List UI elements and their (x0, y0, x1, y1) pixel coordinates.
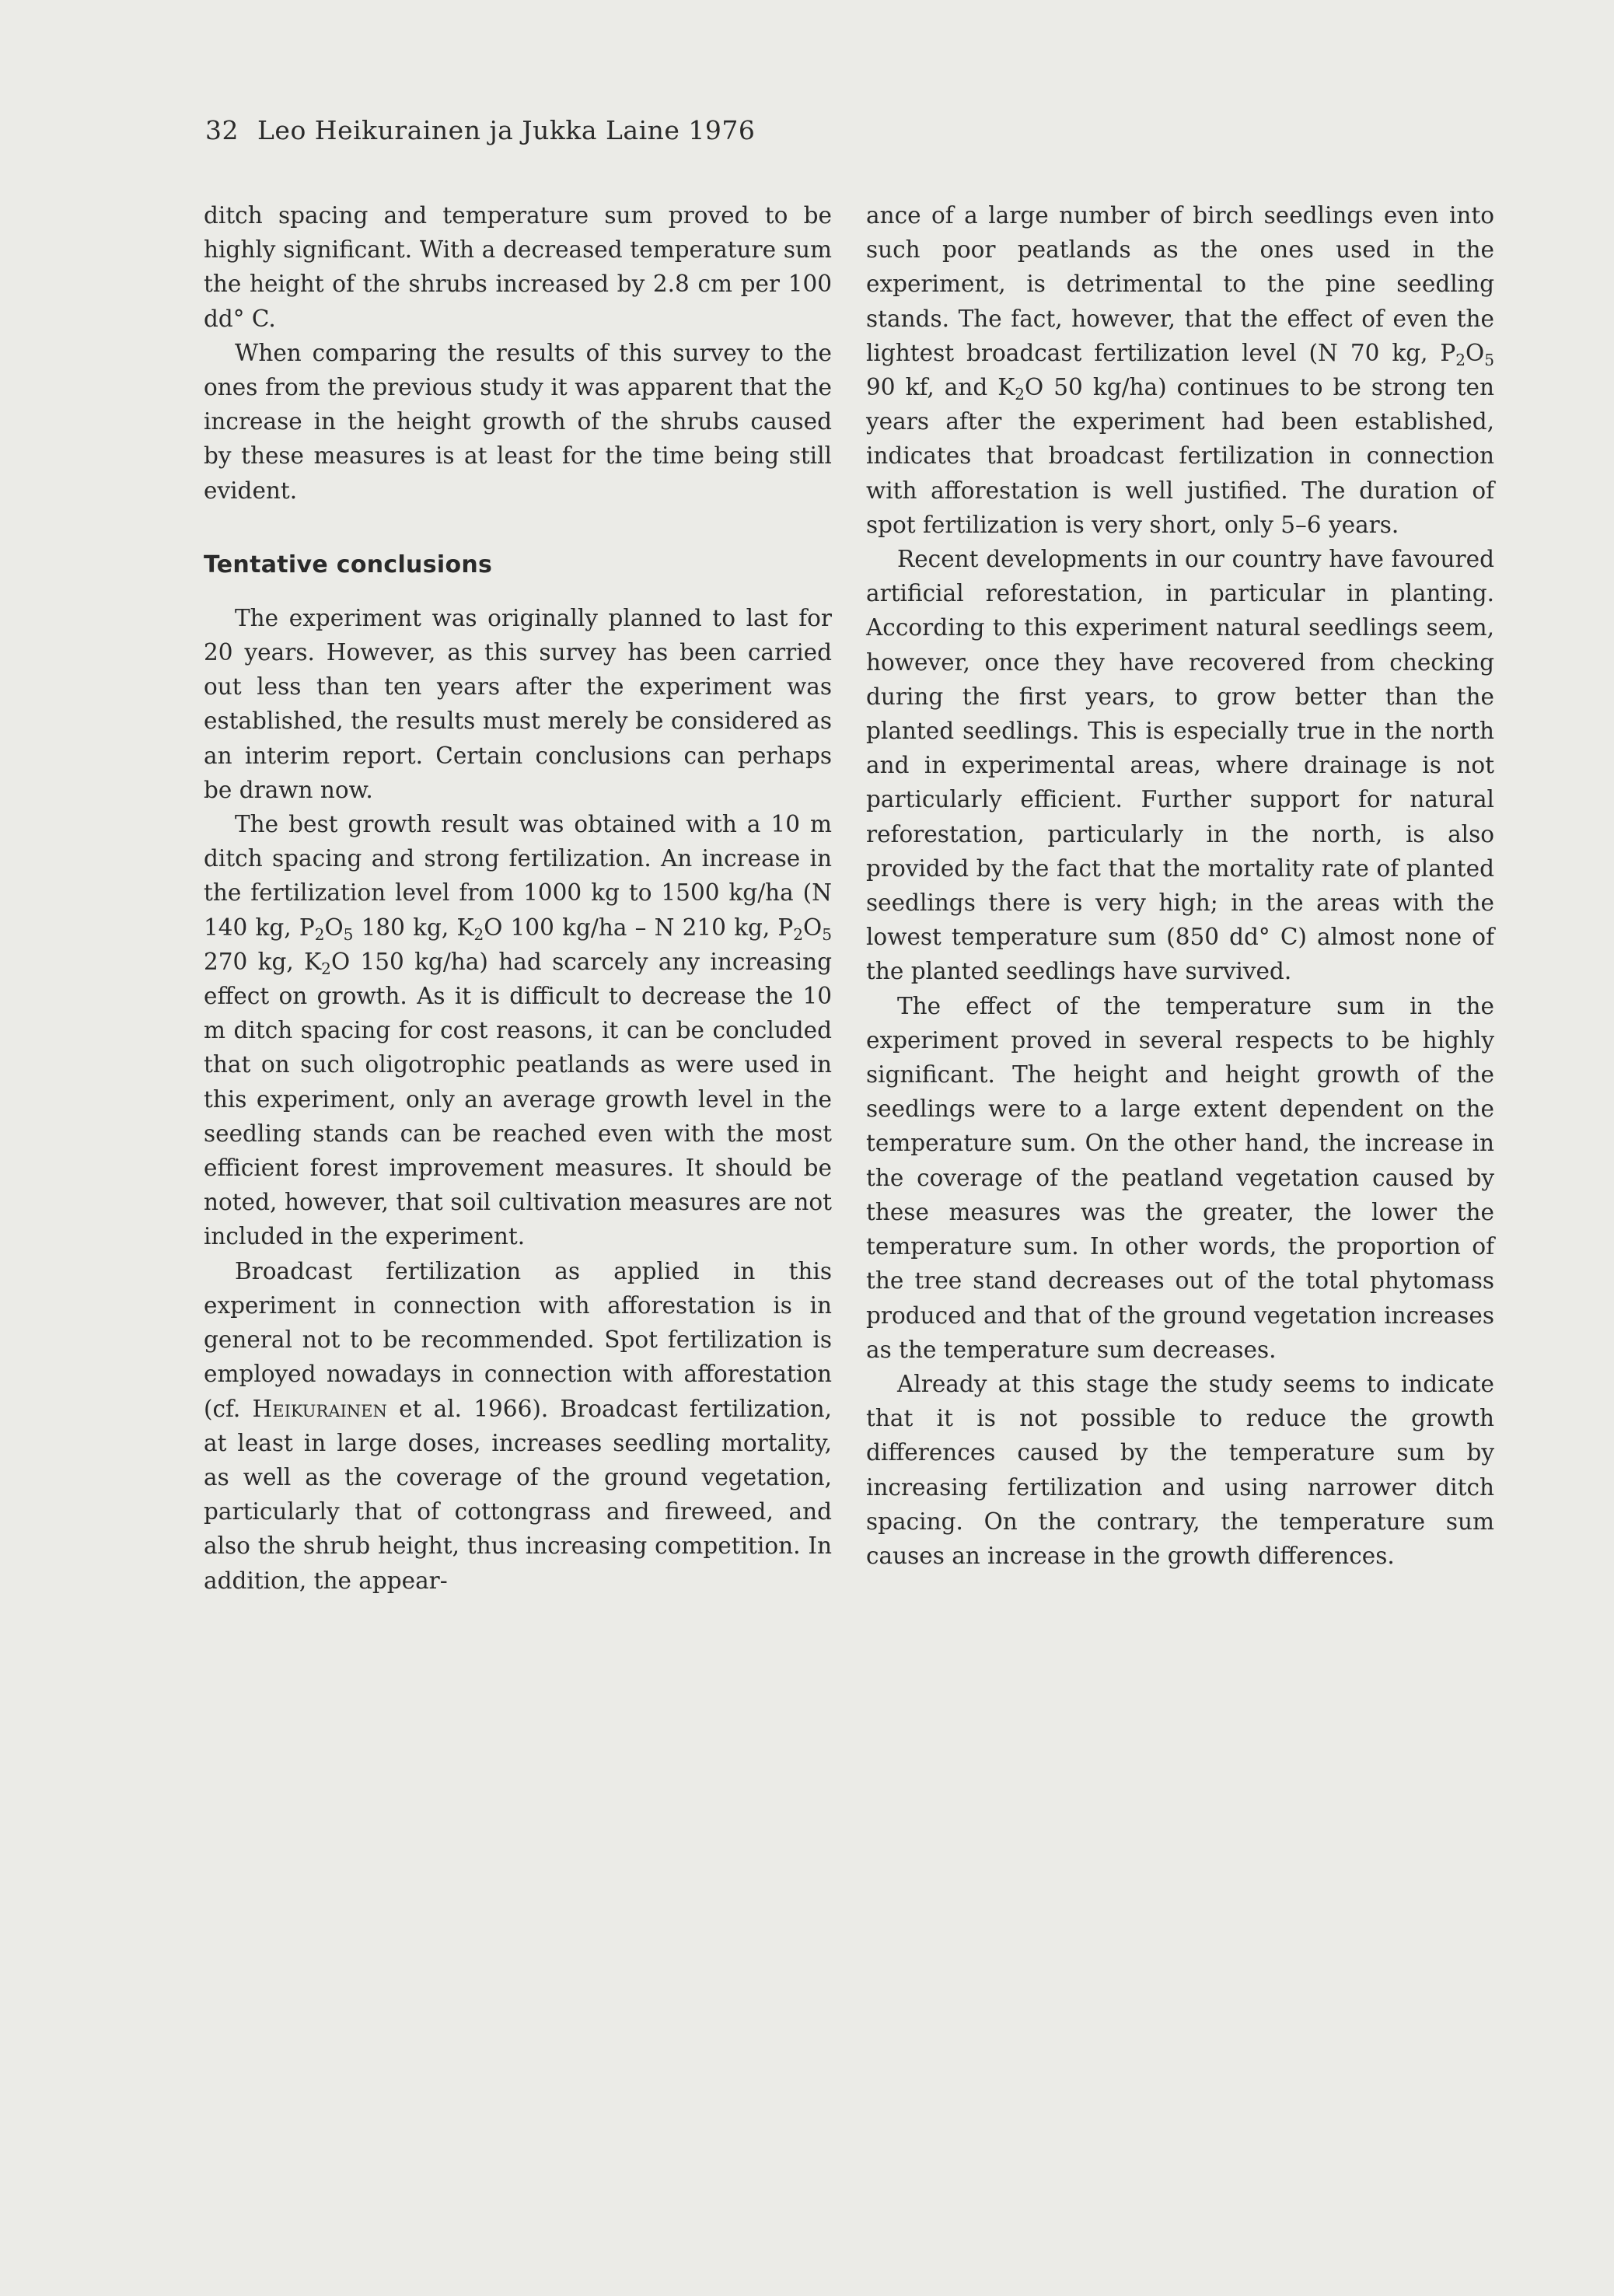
subscript: 2 (793, 924, 804, 944)
paragraph (204, 807, 832, 1254)
text-run: O (324, 914, 344, 941)
citation-author: Heikurainen (252, 1395, 387, 1422)
subscript: 2 (1455, 350, 1466, 369)
left-column (204, 198, 832, 1598)
paragraph: Recent developments in our country have favoured artificial reforestation, in particular in planting. According to this experiment natural seedlings seem, however, once they have recovered from checking during the first years, to grow better than the planted seedlings. This is especially true in the north and in experimental areas, where drainage is not particularly efficient. Further support for natural reforestation, particularly in the north, is also provided by the fact that the mortality rate of planted seedlings there is very high; in the areas with the lowest temperature sum (850 dd° C) almost none of the planted seedlings have survived. (866, 546, 1494, 985)
text-run: O (803, 914, 823, 941)
subscript: 5 (822, 924, 832, 944)
subscript: 2 (1015, 385, 1025, 404)
subscript: 2 (473, 924, 484, 944)
subscript: 2 (321, 959, 331, 978)
text-run: The best growth result was obtained with a 10 m ditch spacing and strong fertilization. An increase in the fertilization level from 1000 kg to 1500 kg/ha (N 140 kg, P (204, 811, 832, 941)
text-run: 270 kg, K (204, 948, 322, 975)
paragraph: When comparing the results of this survey to the ones from the previous study it was apparent that the increase in the height growth of the shrubs caused by these measures is at least for the time being still evident. (204, 339, 832, 504)
text-run: Broadcast fertilization as applied in this experiment in connection with afforestation is in general not to be recommended. Spot fertilization is employed nowadays in connection with afforestation (cf. (204, 1257, 832, 1422)
subscript: 5 (343, 924, 354, 944)
section-heading: Tentative conclusions (204, 550, 493, 578)
text-run: ance of a large number of birch seedlings even into such poor peatlands as the ones used in the experiment, is detrimental to the pine seedling stands. The fact, however, that the effect of even the lightest broadcast fertilization level (N 70 kg, P (866, 202, 1494, 366)
text-run: et al. 1966). Broadcast fertilization, at least in large doses, increases seedling mortality, as well as the coverage of the ground vegetation, particularly that of cottongrass and fireweed, and also the shrub height, thus increasing competition. In addition, the appear- (204, 1395, 832, 1594)
right-column (866, 198, 1494, 1573)
text-run: 90 kf, and K (866, 374, 1015, 401)
text-run: O (1466, 339, 1485, 366)
text-run: O 100 kg/ha – N 210 kg, P (484, 914, 794, 941)
subscript: 5 (1484, 350, 1494, 369)
text-run: 180 kg, K (353, 914, 474, 941)
running-header (205, 115, 755, 145)
paragraph: Already at this stage the study seems to indicate that it is not possible to reduce the growth differences caused by the temperature sum by increasing fertilization and using narrower ditch spacing. On the contrary, the temperature sum causes an increase in the growth differences. (866, 1370, 1494, 1569)
page-number: 32 (205, 115, 239, 145)
paragraph (204, 1254, 832, 1598)
paragraph: The experiment was originally planned to last for 20 years. However, as this survey has been carried out less than ten years after the experiment was established, the results must merely be considered as an interim report. Certain conclusions can perhaps be drawn now. (204, 604, 832, 803)
text-run: O 50 kg/ha) continues to be strong ten years after the experiment had been established, indicates that broadcast fertilization in connection with afforestation is well justified. The duration of spot fertilization is very short, only 5–6 years. (866, 374, 1494, 538)
running-title: Leo Heikurainen ja Jukka Laine 1976 (257, 115, 756, 145)
paragraph (866, 198, 1494, 542)
text-run: O 150 kg/ha) had scarcely any increasing effect on growth. As it is difficult to decrease the 10 m ditch spacing for cost reasons, it can be concluded that on such oligotrophic peatlands as were used in this experiment, only an average growth level in the seedling stands can be reached even with the most efficient forest improvement measures. It should be noted, however, that soil cultivation measures are not included in the experiment. (204, 948, 832, 1250)
paragraph: ditch spacing and temperature sum proved to be highly significant. With a decreased temperature sum the height of the shrubs increased by 2.8 cm per 100 dd° C. (204, 202, 832, 332)
subscript: 2 (314, 924, 325, 944)
paragraph: The effect of the temperature sum in the experiment proved in several respects to be highly significant. The height and height growth of the seedlings were to a large extent dependent on the temperature sum. On the other hand, the increase in the coverage of the peatland vegetation caused by these measures was the greater, the lower the temperature sum. In other words, the proportion of the tree stand decreases out of the total phytomass produced and that of the ground vegetation increases as the temperature sum decreases. (866, 992, 1494, 1363)
